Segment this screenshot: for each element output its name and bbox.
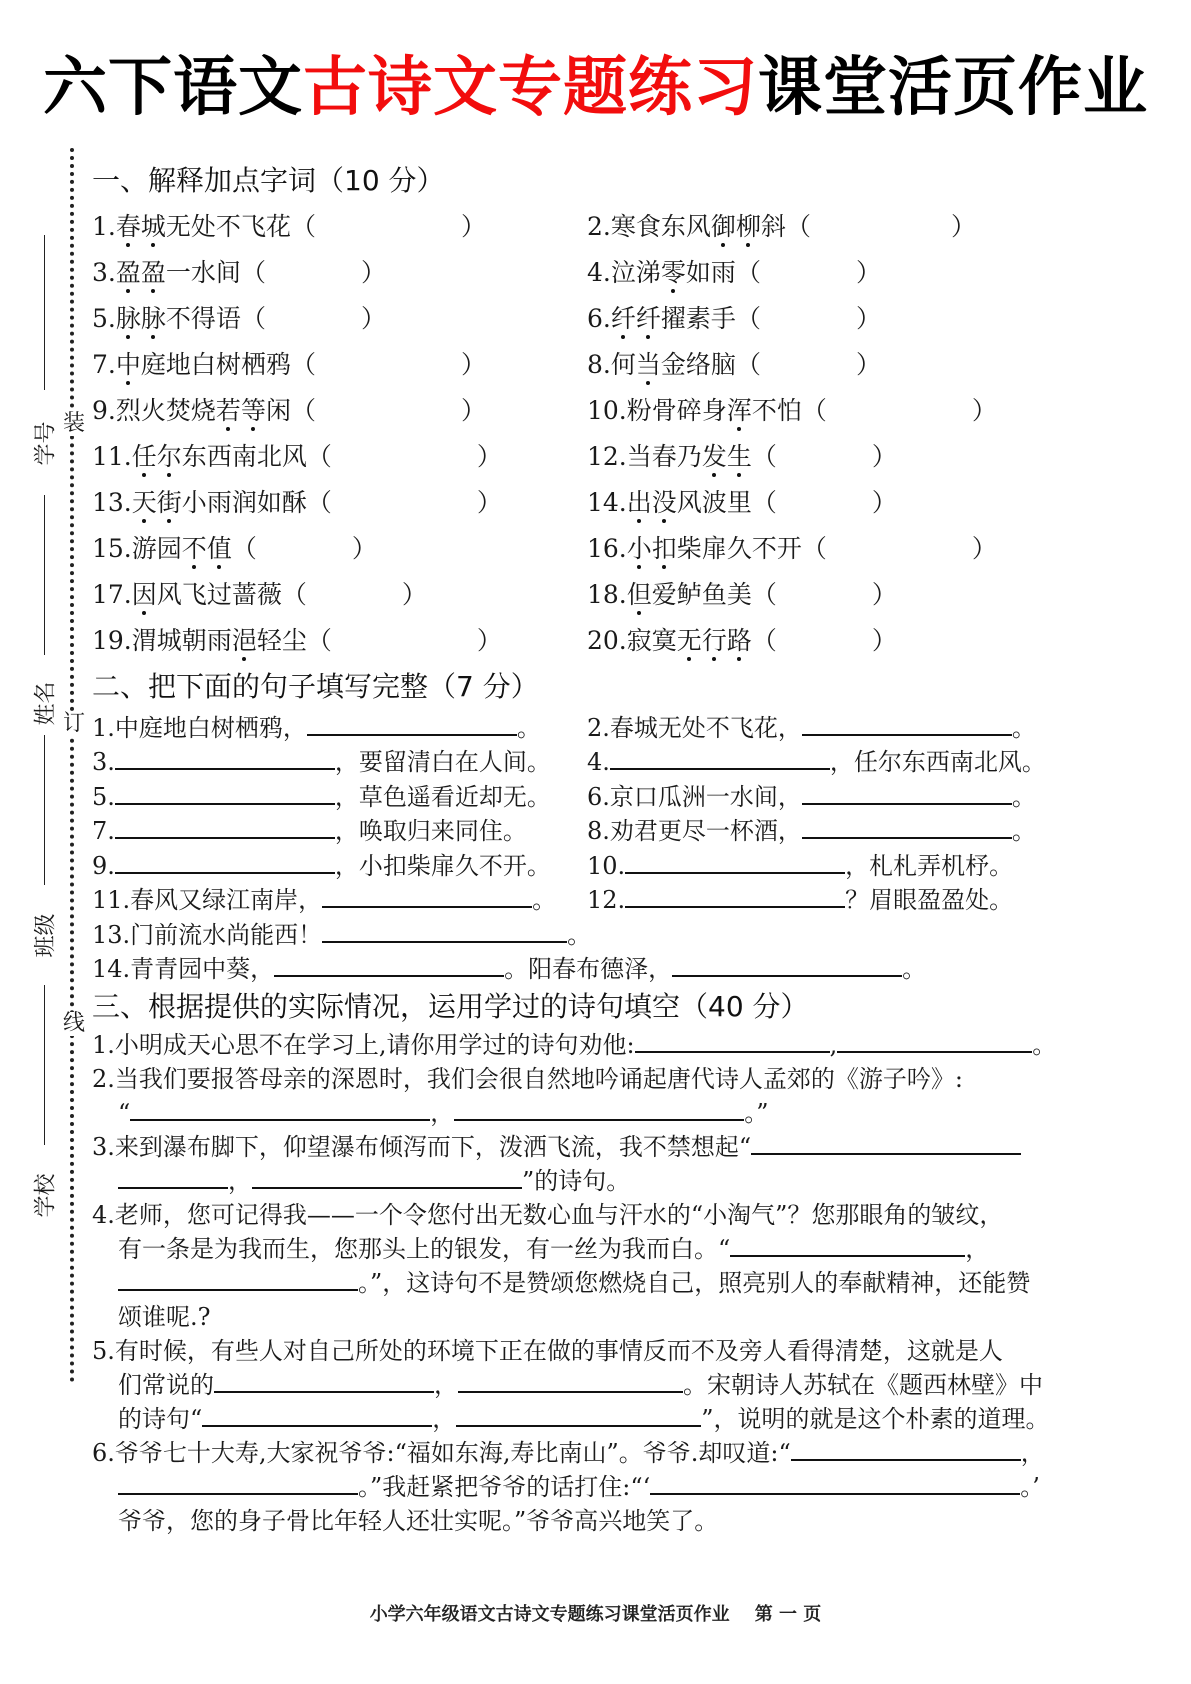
definition-item <box>92 575 587 611</box>
given-text: 。 <box>516 713 541 742</box>
binding-char-xian: 线 <box>63 1011 86 1036</box>
item-number: 8. <box>587 350 611 379</box>
item-text: 天街小雨润如酥 <box>131 488 307 517</box>
fill-item <box>92 880 587 915</box>
item-text: 泣涕零如雨 <box>610 258 736 287</box>
question-6-line-2: 。”我赶紧把爷爷的话打住:“‘ 。’ <box>92 1470 1162 1504</box>
page-footer <box>0 1600 1191 1626</box>
answer-parentheses[interactable]: （ ） <box>306 442 502 471</box>
dotted-char: 不 <box>181 534 207 563</box>
answer-parentheses[interactable]: （ ） <box>751 488 897 517</box>
class-line[interactable] <box>44 735 45 885</box>
dotted-char: 值 <box>206 534 232 563</box>
answer-blank[interactable] <box>214 1369 434 1393</box>
item-text: 春城无处不飞花 <box>115 212 291 241</box>
item-text: 粉骨碎身浑不怕 <box>626 396 802 425</box>
dotted-char: 御 <box>710 212 736 241</box>
definition-item <box>92 345 587 381</box>
question-5-line-2: 们常说的 ， 。宋朝诗人苏轼在《题西林壁》中 <box>118 1371 1043 1399</box>
definition-row <box>92 432 1162 478</box>
dotted-char: 尔 <box>156 442 182 471</box>
answer-blank[interactable] <box>625 850 845 874</box>
fill-item <box>92 777 587 812</box>
dotted-char: 当 <box>635 350 661 379</box>
definition-item <box>587 299 1147 335</box>
answer-blank[interactable] <box>456 1403 701 1427</box>
answer-blank[interactable] <box>322 919 567 943</box>
answer-parentheses[interactable]: （ ） <box>240 258 386 287</box>
question-2-line-2: “ ， 。” <box>118 1099 769 1127</box>
item-text: 小扣柴扉久不开 <box>626 534 802 563</box>
dotted-char: 纤 <box>610 304 636 333</box>
answer-parentheses[interactable]: （ ） <box>735 258 881 287</box>
question-4-line-2: 有一条是为我而生，您那头上的银发，有一丝为我而白。“ ， <box>118 1235 990 1263</box>
answer-parentheses[interactable]: （ ） <box>751 442 897 471</box>
answer-blank[interactable] <box>115 781 335 805</box>
question-5-line-1: 5.有时候，有些人对自己所处的环境下正在做的事情反而不及旁人看得清楚，这就是人 <box>92 1337 1003 1365</box>
answer-parentheses[interactable]: （ ） <box>751 580 897 609</box>
answer-parentheses[interactable]: （ ） <box>281 580 427 609</box>
question-6-line-1: 6.爷爷七十大寿,大家祝爷爷:“福如东海,寿比南山”。爷爷.却叹道:“ ， <box>92 1439 1045 1467</box>
fill-row <box>92 881 1162 916</box>
item-number: 18. <box>587 580 627 609</box>
answer-parentheses[interactable]: （ ） <box>290 396 486 425</box>
given-text: 。 <box>567 920 592 949</box>
fill-row <box>92 950 1162 985</box>
question-4-line-4: 颂谁呢.? <box>118 1303 211 1331</box>
dotted-char: 没 <box>651 488 677 517</box>
item-text: 何当金络脑 <box>610 350 736 379</box>
dotted-char: 浑 <box>726 396 752 425</box>
item-number: 20. <box>587 626 627 655</box>
given-text: 。 <box>902 955 927 984</box>
dotted-char: 小 <box>626 534 652 563</box>
section-1-items <box>92 202 1162 662</box>
dotted-char: 中 <box>115 350 141 379</box>
answer-parentheses[interactable]: （ ） <box>306 626 502 655</box>
definition-item <box>587 529 1147 565</box>
fill-item <box>92 915 1152 950</box>
given-text: 春城无处不飞花， <box>609 713 802 742</box>
item-text: 但爱鲈鱼美 <box>626 580 752 609</box>
worksheet-content <box>92 160 1162 1538</box>
given-text: ，小扣柴扉久不开。 <box>334 851 551 880</box>
definition-row <box>92 570 1162 616</box>
definition-item <box>587 621 1147 657</box>
section-3-heading: 三、根据提供的实际情况，运用学过的诗句填空（40 分） <box>92 990 809 1023</box>
question-3-line-2: ， ”的诗句。 <box>92 1164 1162 1198</box>
fill-item <box>92 811 587 846</box>
item-text: 纤纤擢素手 <box>610 304 736 333</box>
definition-item <box>92 529 587 565</box>
item-number: 8. <box>587 817 610 846</box>
given-text: ？眉眼盈盈处。 <box>845 886 1014 915</box>
dotted-char: 街 <box>156 488 182 517</box>
item-text: 盈盈一水间 <box>115 258 241 287</box>
answer-blank[interactable] <box>802 781 1012 805</box>
item-number: 6. <box>587 782 610 811</box>
school-line[interactable] <box>44 985 45 1145</box>
dotted-char: 春 <box>115 212 141 241</box>
item-text: 出没风波里 <box>626 488 752 517</box>
answer-blank[interactable] <box>751 1131 1021 1155</box>
item-number: 12. <box>587 886 626 915</box>
dotted-char: 生 <box>726 442 752 471</box>
fill-row <box>92 915 1162 950</box>
item-text: 游园不值 <box>131 534 232 563</box>
answer-blank[interactable] <box>802 712 1012 736</box>
fill-item <box>587 777 1157 812</box>
definition-row <box>92 386 1162 432</box>
answer-blank[interactable] <box>672 953 902 977</box>
fill-item <box>587 708 1157 743</box>
title-part-1: 六下语文 <box>43 51 303 125</box>
definition-item <box>92 207 587 243</box>
answer-blank[interactable] <box>837 1029 1032 1053</box>
answer-blank[interactable] <box>791 1437 1021 1461</box>
item-number: 3. <box>92 258 116 287</box>
fill-item <box>587 846 1157 881</box>
item-number: 1. <box>92 212 116 241</box>
item-number: 12. <box>587 442 627 471</box>
given-text: ，唤取归来同住。 <box>334 817 527 846</box>
item-number: 2. <box>587 713 610 742</box>
given-text: 。 <box>1011 782 1036 811</box>
definition-row <box>92 340 1162 386</box>
answer-parentheses[interactable]: （ ） <box>785 212 976 241</box>
name-line[interactable] <box>44 495 45 655</box>
fill-row <box>92 708 1162 743</box>
question-2-line-1: 2.当我们要报答母亲的深恩时，我们会很自然地吟诵起唐代诗人孟郊的《游子吟》: <box>92 1065 963 1093</box>
item-number: 6. <box>587 304 611 333</box>
answer-blank[interactable] <box>802 815 1012 839</box>
answer-blank[interactable] <box>635 1029 830 1053</box>
item-number: 3. <box>92 748 115 777</box>
given-text: 春风又绿江南岸， <box>130 886 323 915</box>
school-label: 学校 <box>33 1173 59 1218</box>
answer-parentheses[interactable]: （ ） <box>735 350 881 379</box>
given-text: 。 <box>1011 713 1036 742</box>
binding-char-ding: 订 <box>63 711 86 736</box>
fill-item <box>92 846 587 881</box>
dotted-char: 因 <box>131 580 157 609</box>
answer-parentheses[interactable]: （ ） <box>735 304 881 333</box>
question-5-line-3: 的诗句“ ， ”，说明的就是这个朴素的道理。 <box>118 1405 1050 1433</box>
item-text: 寂寞无行路 <box>626 626 752 655</box>
answer-blank[interactable] <box>115 815 335 839</box>
answer-blank[interactable] <box>322 884 532 908</box>
dotted-char: 脉 <box>140 304 166 333</box>
item-number: 4. <box>587 748 610 777</box>
item-text: 渭城朝雨浥轻尘 <box>131 626 307 655</box>
given-text: 青青园中葵， <box>130 955 275 984</box>
item-number: 10. <box>587 851 626 880</box>
definition-item <box>92 483 587 519</box>
item-number: 5. <box>92 782 115 811</box>
definition-item <box>587 207 1147 243</box>
item-text: 寒食东风御柳斜 <box>610 212 786 241</box>
item-number: 4. <box>587 258 611 287</box>
definition-item <box>92 437 587 473</box>
section-2-heading: 二、把下面的句子填写完整（7 分） <box>92 670 539 703</box>
section-1-heading: 一、解释加点字词（10 分） <box>92 164 445 197</box>
item-number: 7. <box>92 350 116 379</box>
fill-row <box>92 812 1162 847</box>
dotted-char: 柳 <box>735 212 761 241</box>
given-text: 中庭地白树栖鸦， <box>114 713 307 742</box>
item-number: 7. <box>92 817 115 846</box>
item-text: 脉脉不得语 <box>115 304 241 333</box>
footer-text: 小学六年级语文古诗文专题练习课堂活页作业 <box>369 1604 730 1625</box>
definition-item <box>587 483 1147 519</box>
item-number: 13. <box>92 488 132 517</box>
dotted-char: 出 <box>626 488 652 517</box>
item-number: 9. <box>92 396 116 425</box>
fill-row <box>92 846 1162 881</box>
definition-item <box>587 575 1147 611</box>
definition-item <box>587 437 1147 473</box>
given-text: 劝君更尽一杯酒， <box>609 817 802 846</box>
binding-dotted-line <box>70 148 74 1383</box>
question-6-line-3: 爷爷，您的身子骨比年轻人还壮实呢。”爷爷高兴地笑了。 <box>118 1507 719 1535</box>
question-4-line-1: 4.老师，您可记得我——一个令您付出无数心血与汗水的“小淘气”？您那眼角的皱纹， <box>92 1201 1004 1229</box>
section-3-questions <box>92 1028 1162 1538</box>
item-number: 11. <box>92 442 132 471</box>
fill-item <box>587 811 1157 846</box>
dotted-char: 行 <box>701 626 727 655</box>
question-4-line-3: 。”，这诗句不是赞颂您燃烧自己，照亮别人的奉献精神，还能赞 <box>92 1266 1162 1300</box>
answer-blank[interactable] <box>252 1165 522 1189</box>
fill-item <box>92 949 1152 984</box>
page-title <box>0 48 1191 128</box>
given-text: ，要留清白在人间。 <box>334 748 551 777</box>
definition-item <box>92 299 587 335</box>
item-text: 中庭地白树栖鸦 <box>115 350 291 379</box>
given-text: 。 <box>532 886 557 915</box>
definition-item <box>587 253 1147 289</box>
dotted-char: 浥 <box>231 626 257 655</box>
dotted-char: 发 <box>701 442 727 471</box>
fill-item <box>587 742 1157 777</box>
given-text: ，草色遥看近却无。 <box>334 782 551 811</box>
section-2-items <box>92 708 1162 984</box>
binding-char-zhuang: 装 <box>63 411 86 436</box>
answer-blank[interactable] <box>650 1471 1020 1495</box>
dotted-char: 无 <box>676 626 702 655</box>
dotted-char: 城 <box>140 212 166 241</box>
definition-row <box>92 478 1162 524</box>
item-number: 17. <box>92 580 132 609</box>
answer-blank[interactable] <box>307 712 517 736</box>
answer-blank[interactable] <box>118 1165 228 1189</box>
answer-blank[interactable] <box>454 1097 744 1121</box>
dotted-char: 天 <box>131 488 157 517</box>
answer-blank[interactable] <box>115 850 335 874</box>
fill-item <box>92 742 587 777</box>
question-3-line-1: 3.来到瀑布脚下，仰望瀑布倾泻而下，泼洒飞流，我不禁想起“ <box>92 1130 1162 1164</box>
dotted-char: 但 <box>626 580 652 609</box>
dotted-char: 任 <box>131 442 157 471</box>
title-part-3: 课堂活页作业 <box>758 51 1148 125</box>
item-number: 14. <box>92 955 131 984</box>
given-text: 京口瓜洲一水间， <box>609 782 802 811</box>
item-number: 10. <box>587 396 627 425</box>
item-number: 11. <box>92 886 131 915</box>
answer-parentheses[interactable]: （ ） <box>290 350 486 379</box>
answer-blank[interactable] <box>130 1097 430 1121</box>
definition-row <box>92 202 1162 248</box>
item-number: 13. <box>92 920 131 949</box>
title-part-highlight: 古诗文专题练习 <box>303 51 758 125</box>
item-text: 当春乃发生 <box>626 442 752 471</box>
answer-blank[interactable] <box>274 953 504 977</box>
student-id-line[interactable] <box>44 235 45 390</box>
answer-parentheses[interactable]: （ ） <box>306 488 502 517</box>
question-1: 1.小明成天心思不在学习上,请你用学过的诗句劝他: , 。 <box>92 1031 1057 1059</box>
answer-parentheses[interactable]: （ ） <box>231 534 377 563</box>
answer-blank[interactable] <box>118 1471 358 1495</box>
answer-parentheses[interactable]: （ ） <box>240 304 386 333</box>
answer-blank[interactable] <box>458 1369 683 1393</box>
answer-blank[interactable] <box>625 884 845 908</box>
answer-parentheses[interactable]: （ ） <box>751 626 897 655</box>
dotted-char: 脉 <box>115 304 141 333</box>
dotted-char: 零 <box>660 258 686 287</box>
item-text: 因风飞过蔷薇 <box>131 580 282 609</box>
class-label: 班级 <box>33 913 59 958</box>
given-text: ，札札弄机杼。 <box>845 851 1014 880</box>
item-number: 19. <box>92 626 132 655</box>
item-number: 2. <box>587 212 611 241</box>
definition-item <box>92 621 587 657</box>
given-text: 门前流水尚能西！ <box>130 920 323 949</box>
fill-item <box>587 880 1157 915</box>
given-text: ，任尔东西南北风。 <box>829 748 1046 777</box>
fill-row <box>92 777 1162 812</box>
dotted-char: 盈 <box>115 258 141 287</box>
definition-item <box>92 253 587 289</box>
item-number: 1. <box>92 713 115 742</box>
dotted-char: 若 <box>215 396 241 425</box>
definition-row <box>92 248 1162 294</box>
student-id-label: 学号 <box>33 421 59 466</box>
definition-row <box>92 294 1162 340</box>
answer-parentheses[interactable]: （ ） <box>801 396 997 425</box>
dotted-char: 纤 <box>635 304 661 333</box>
fill-row <box>92 743 1162 778</box>
definition-item <box>92 391 587 427</box>
answer-parentheses[interactable]: （ ） <box>801 534 997 563</box>
item-text: 任尔东西南北风 <box>131 442 307 471</box>
name-label: 姓名 <box>33 681 59 726</box>
item-text: 烈火焚烧若等闲 <box>115 396 291 425</box>
answer-parentheses[interactable]: （ ） <box>290 212 486 241</box>
dotted-char: 盈 <box>140 258 166 287</box>
answer-blank[interactable] <box>610 746 830 770</box>
given-text: 。阳春布德泽， <box>504 955 673 984</box>
item-number: 15. <box>92 534 132 563</box>
item-number: 5. <box>92 304 116 333</box>
definition-row <box>92 616 1162 662</box>
dotted-char: 扣 <box>651 534 677 563</box>
page-number: 第 一 页 <box>754 1604 822 1625</box>
definition-item <box>587 391 1147 427</box>
item-number: 9. <box>92 851 115 880</box>
item-number: 16. <box>587 534 627 563</box>
answer-blank[interactable] <box>730 1233 965 1257</box>
answer-blank[interactable] <box>115 746 335 770</box>
definition-item <box>587 345 1147 381</box>
answer-blank[interactable] <box>202 1403 432 1427</box>
answer-blank[interactable] <box>118 1267 358 1291</box>
definition-row <box>92 524 1162 570</box>
fill-item <box>92 708 587 743</box>
given-text: 。 <box>1011 817 1036 846</box>
item-number: 14. <box>587 488 627 517</box>
dotted-char: 路 <box>726 626 752 655</box>
dotted-char: 等 <box>240 396 266 425</box>
